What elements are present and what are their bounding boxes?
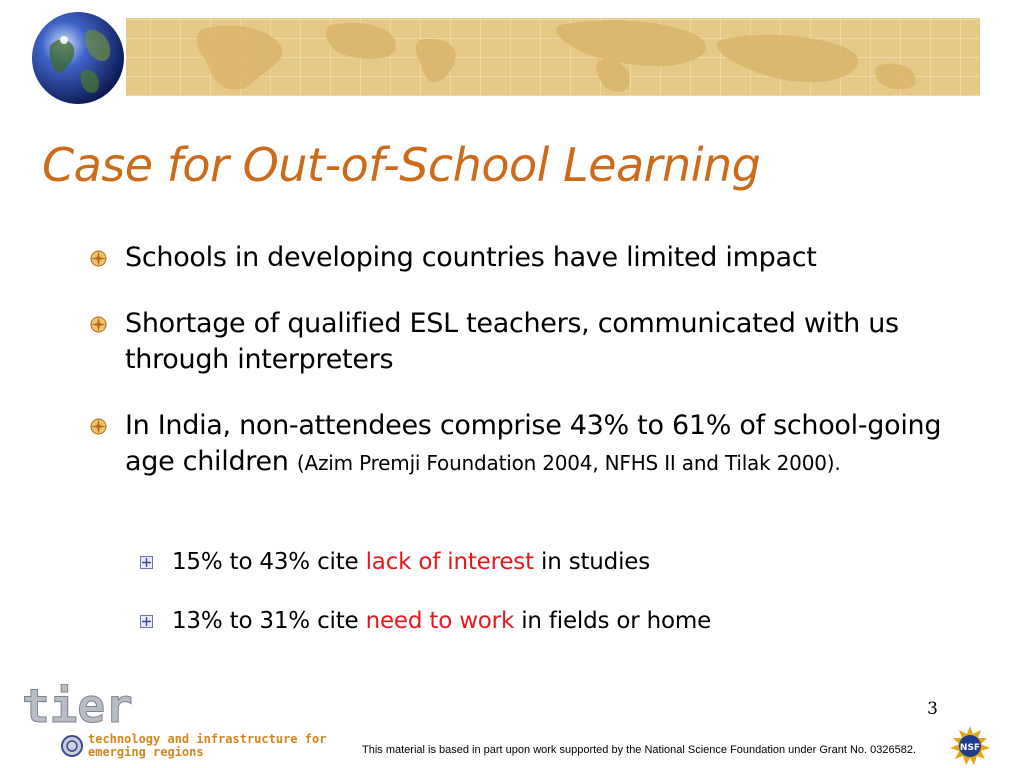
sub-bullet-text: 15% to 43% cite [172,549,359,575]
bullet-item [90,240,970,276]
square-bullet-icon [140,615,153,628]
tier-wordmark [18,684,178,732]
highlight-text: lack of interest [365,549,534,575]
world-map-banner [0,0,1024,105]
highlight-text: need to work [365,608,515,634]
bullet-text: Shortage of qualified ESL teachers, communicated with us through interpreters [125,308,899,375]
sub-bullet-item [140,604,711,638]
sub-bullet-text: in fields or home [521,608,712,634]
compass-bullet-icon [90,418,107,435]
sub-bullet-item [140,545,711,579]
bullet-text: Schools in developing countries have limited impact [125,242,817,273]
tier-tagline-1: technology and infrastructure for [88,732,327,746]
globe-icon [28,8,128,108]
nsf-acknowledgement: This material is based in part upon work supported by the National Science Foundation under Grant No. 0326582. [362,744,916,756]
compass-bullet-icon [90,316,107,333]
sub-bullet-text: in studies [541,549,650,575]
square-bullet-icon [140,556,153,569]
page-number: 3 [927,699,938,719]
sub-bullet-list [140,545,711,663]
nsf-logo-icon [950,726,990,766]
compass-bullet-icon [90,250,107,267]
slide-title: Case for Out-of-School Learning [42,138,761,192]
bullet-item [90,408,970,480]
citation: (Azim Premji Foundation 2004, NFHS II and Tilak 2000). [296,451,841,475]
tier-logo-text: tier [22,684,133,732]
bullet-list [90,240,970,510]
nsf-logo-text: NSF [959,743,981,753]
header-banner [0,0,1024,105]
bullet-text: In India, non-attendees comprise 43% to 61% of school-going age children [125,410,942,477]
tier-tagline-2: emerging regions [88,745,204,759]
sub-bullet-text: 13% to 31% cite [172,608,359,634]
tier-logo [18,684,358,764]
bullet-item [90,306,970,378]
tier-globe-icon [60,734,84,758]
